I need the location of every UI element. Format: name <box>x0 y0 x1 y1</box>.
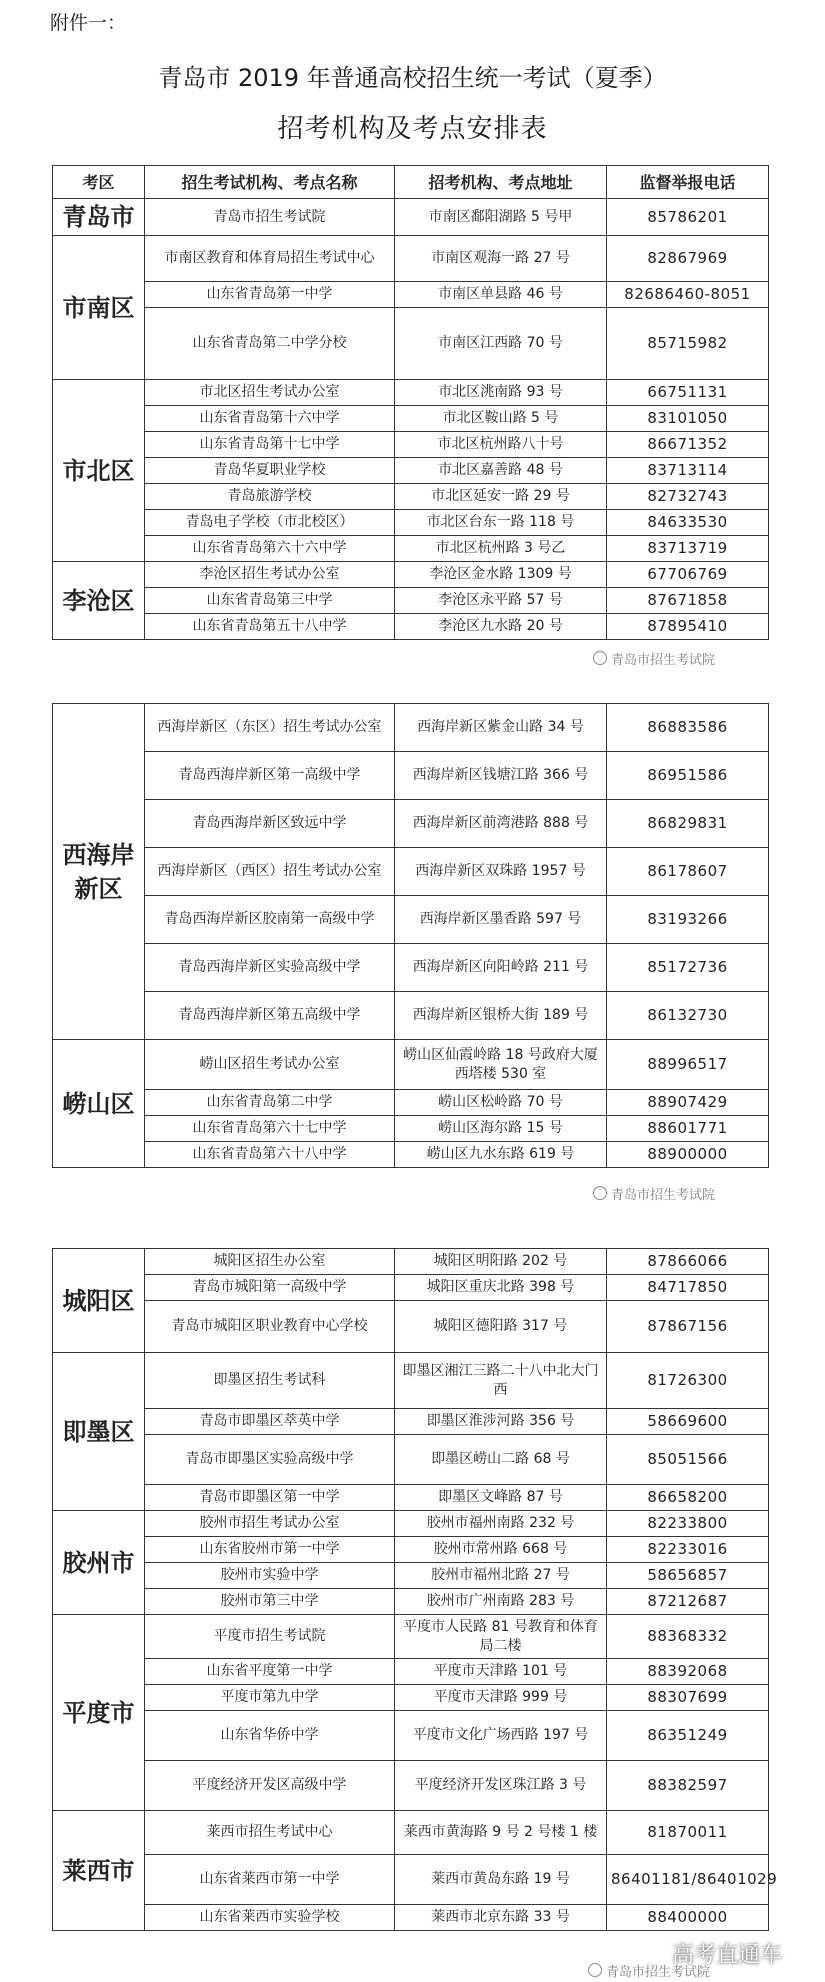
institution-cell: 平度市第九中学 <box>145 1685 395 1711</box>
phone-cell: 66751131 <box>607 380 769 406</box>
phone-cell: 86951586 <box>607 752 769 800</box>
table-row <box>53 800 769 848</box>
phone-cell: 88392068 <box>607 1659 769 1685</box>
phone-cell: 88400000 <box>607 1905 769 1931</box>
table-row <box>53 380 769 406</box>
table-row <box>53 432 769 458</box>
phone-cell: 82867969 <box>607 236 769 282</box>
district-cell: 城阳区 <box>53 1249 145 1353</box>
institution-cell: 山东省胶州市第一中学 <box>145 1537 395 1563</box>
table-row <box>53 1275 769 1301</box>
address-cell: 市北区延安一路 29 号 <box>395 484 607 510</box>
address-cell: 即墨区淮涉河路 356 号 <box>395 1409 607 1435</box>
table-row <box>53 510 769 536</box>
table-row <box>53 1090 769 1116</box>
address-cell: 城阳区德阳路 317 号 <box>395 1301 607 1353</box>
table-row <box>53 484 769 510</box>
schedule-table-part1 <box>52 165 769 640</box>
wechat-icon <box>593 1186 607 1200</box>
institution-cell: 平度经济开发区高级中学 <box>145 1761 395 1811</box>
phone-cell: 81870011 <box>607 1811 769 1855</box>
address-cell: 市北区嘉善路 48 号 <box>395 458 607 484</box>
address-cell: 李沧区金水路 1309 号 <box>395 562 607 588</box>
header-institution: 招生考试机构、考点名称 <box>145 166 395 199</box>
institution-cell: 山东省青岛第五十八中学 <box>145 614 395 640</box>
address-cell: 崂山区仙霞岭路 18 号政府大厦西塔楼 530 室 <box>395 1040 607 1090</box>
table-row <box>53 1116 769 1142</box>
address-cell: 平度市文化广场西路 197 号 <box>395 1711 607 1761</box>
page-subtitle: 招考机构及考点安排表 <box>277 114 548 144</box>
institution-cell: 胶州市实验中学 <box>145 1563 395 1589</box>
district-cell: 青岛市 <box>53 199 145 236</box>
institution-cell: 西海岸新区（西区）招生考试办公室 <box>145 848 395 896</box>
phone-cell: 86178607 <box>607 848 769 896</box>
address-cell: 西海岸新区前湾港路 888 号 <box>395 800 607 848</box>
table-row <box>53 282 769 308</box>
address-cell: 崂山区海尔路 15 号 <box>395 1116 607 1142</box>
table-row <box>53 1711 769 1761</box>
phone-cell: 81726300 <box>607 1353 769 1409</box>
address-cell: 胶州市常州路 668 号 <box>395 1537 607 1563</box>
address-cell: 市南区江西路 70 号 <box>395 308 607 380</box>
institution-cell: 青岛市城阳区职业教育中心学校 <box>145 1301 395 1353</box>
phone-cell: 86401181/86401029 <box>607 1855 769 1905</box>
table-row <box>53 614 769 640</box>
table-row <box>53 1685 769 1711</box>
address-cell: 西海岸新区紫金山路 34 号 <box>395 704 607 752</box>
phone-cell: 85051566 <box>607 1435 769 1485</box>
address-cell: 崂山区松岭路 70 号 <box>395 1090 607 1116</box>
district-cell: 胶州市 <box>53 1511 145 1615</box>
watermark-text: 青岛市招生考试院 <box>611 653 716 668</box>
institution-cell: 山东省青岛第六十七中学 <box>145 1116 395 1142</box>
table-header-row <box>53 166 769 199</box>
address-cell: 市北区鞍山路 5 号 <box>395 406 607 432</box>
phone-cell: 86671352 <box>607 432 769 458</box>
table-row <box>53 1435 769 1485</box>
institution-cell: 山东省青岛第二中学 <box>145 1090 395 1116</box>
address-cell: 莱西市黄海路 9 号 2 号楼 1 楼 <box>395 1811 607 1855</box>
institution-cell: 青岛市城阳第一高级中学 <box>145 1275 395 1301</box>
institution-cell: 西海岸新区（东区）招生考试办公室 <box>145 704 395 752</box>
phone-cell: 88900000 <box>607 1142 769 1168</box>
district-cell: 莱西市 <box>53 1811 145 1931</box>
table-row <box>53 848 769 896</box>
institution-cell: 青岛西海岸新区实验高级中学 <box>145 944 395 992</box>
phone-cell: 82732743 <box>607 484 769 510</box>
institution-cell: 青岛电子学校（市北校区） <box>145 510 395 536</box>
district-cell: 西海岸新区 <box>53 704 145 1040</box>
address-cell: 即墨区崂山二路 68 号 <box>395 1435 607 1485</box>
institution-cell: 青岛华夏职业学校 <box>145 458 395 484</box>
institution-cell: 青岛市即墨区实验高级中学 <box>145 1435 395 1485</box>
wechat-icon <box>588 1963 602 1977</box>
address-cell: 胶州市福州北路 27 号 <box>395 1563 607 1589</box>
institution-cell: 青岛旅游学校 <box>145 484 395 510</box>
district-cell: 崂山区 <box>53 1040 145 1168</box>
table-row <box>53 1855 769 1905</box>
table-row <box>53 1761 769 1811</box>
phone-cell: 83101050 <box>607 406 769 432</box>
address-cell: 市北区台东一路 118 号 <box>395 510 607 536</box>
institution-cell: 青岛西海岸新区胶南第一高级中学 <box>145 896 395 944</box>
phone-cell: 84633530 <box>607 510 769 536</box>
institution-cell: 山东省青岛第十七中学 <box>145 432 395 458</box>
address-cell: 西海岸新区双珠路 1957 号 <box>395 848 607 896</box>
header-phone: 监督举报电话 <box>607 166 769 199</box>
phone-cell: 82233016 <box>607 1537 769 1563</box>
address-cell: 市北区洮南路 93 号 <box>395 380 607 406</box>
address-cell: 平度市天津路 101 号 <box>395 1659 607 1685</box>
institution-cell: 市南区教育和体育局招生考试中心 <box>145 236 395 282</box>
institution-cell: 山东省青岛第三中学 <box>145 588 395 614</box>
institution-cell: 城阳区招生办公室 <box>145 1249 395 1275</box>
address-cell: 西海岸新区钱塘江路 366 号 <box>395 752 607 800</box>
phone-cell: 86351249 <box>607 1711 769 1761</box>
table-row <box>53 1142 769 1168</box>
phone-cell: 82686460-8051 <box>607 282 769 308</box>
table-row <box>53 1563 769 1589</box>
table-row <box>53 1589 769 1615</box>
institution-cell: 即墨区招生考试科 <box>145 1353 395 1409</box>
district-cell: 即墨区 <box>53 1353 145 1511</box>
address-cell: 平度经济开发区珠江路 3 号 <box>395 1761 607 1811</box>
table-row <box>53 562 769 588</box>
schedule-table-part3 <box>52 1248 778 1931</box>
table-row <box>53 1511 769 1537</box>
phone-cell: 86132730 <box>607 992 769 1040</box>
institution-cell: 平度市招生考试院 <box>145 1615 395 1659</box>
wechat-icon <box>593 651 607 665</box>
phone-cell: 84717850 <box>607 1275 769 1301</box>
phone-cell: 88368332 <box>607 1615 769 1659</box>
phone-cell: 87867156 <box>607 1301 769 1353</box>
phone-cell: 58669600 <box>607 1409 769 1435</box>
address-cell: 李沧区永平路 57 号 <box>395 588 607 614</box>
table-row <box>53 236 769 282</box>
table-row <box>53 536 769 562</box>
address-cell: 西海岸新区银桥大街 189 号 <box>395 992 607 1040</box>
phone-cell: 87895410 <box>607 614 769 640</box>
table-row <box>53 199 769 236</box>
phone-cell: 85786201 <box>607 199 769 236</box>
institution-cell: 山东省华侨中学 <box>145 1711 395 1761</box>
address-cell: 城阳区明阳路 202 号 <box>395 1249 607 1275</box>
phone-cell: 83713719 <box>607 536 769 562</box>
watermark <box>590 648 718 669</box>
table-row <box>53 1905 769 1931</box>
phone-cell: 67706769 <box>607 562 769 588</box>
institution-cell: 莱西市招生考试中心 <box>145 1811 395 1855</box>
address-cell: 市南区单县路 46 号 <box>395 282 607 308</box>
phone-cell: 88996517 <box>607 1040 769 1090</box>
phone-cell: 86883586 <box>607 704 769 752</box>
institution-cell: 市北区招生考试办公室 <box>145 380 395 406</box>
table-row <box>53 992 769 1040</box>
phone-cell: 88307699 <box>607 1685 769 1711</box>
phone-cell: 58656857 <box>607 1563 769 1589</box>
institution-cell: 李沧区招生考试办公室 <box>145 562 395 588</box>
address-cell: 胶州市广州南路 283 号 <box>395 1589 607 1615</box>
address-cell: 莱西市黄岛东路 19 号 <box>395 1855 607 1905</box>
watermark <box>590 1183 718 1204</box>
address-cell: 市南区鄱阳湖路 5 号甲 <box>395 199 607 236</box>
institution-cell: 山东省莱西市实验学校 <box>145 1905 395 1931</box>
table-row <box>53 896 769 944</box>
table-row <box>53 944 769 992</box>
watermark-text: 青岛市招生考试院 <box>606 1965 711 1980</box>
institution-cell: 胶州市招生考试办公室 <box>145 1511 395 1537</box>
institution-cell: 青岛西海岸新区第一高级中学 <box>145 752 395 800</box>
table-row <box>53 406 769 432</box>
district-cell: 平度市 <box>53 1615 145 1811</box>
phone-cell: 86658200 <box>607 1485 769 1511</box>
phone-cell: 82233800 <box>607 1511 769 1537</box>
header-district: 考区 <box>53 166 145 199</box>
table-row <box>53 1353 769 1409</box>
address-cell: 崂山区九水东路 619 号 <box>395 1142 607 1168</box>
schedule-table-part2 <box>52 703 769 1168</box>
table-row <box>53 1615 769 1659</box>
table-row <box>53 308 769 380</box>
address-cell: 李沧区九水路 20 号 <box>395 614 607 640</box>
institution-cell: 崂山区招生考试办公室 <box>145 1040 395 1090</box>
institution-cell: 山东省平度第一中学 <box>145 1659 395 1685</box>
watermark-text: 青岛市招生考试院 <box>611 1188 716 1203</box>
table-row <box>53 1040 769 1090</box>
phone-cell: 83193266 <box>607 896 769 944</box>
institution-cell: 胶州市第三中学 <box>145 1589 395 1615</box>
table-row <box>53 1301 769 1353</box>
phone-cell: 88601771 <box>607 1116 769 1142</box>
phone-cell: 88907429 <box>607 1090 769 1116</box>
institution-cell: 青岛西海岸新区致远中学 <box>145 800 395 848</box>
address-cell: 市北区杭州路八十号 <box>395 432 607 458</box>
address-cell: 市南区观海一路 27 号 <box>395 236 607 282</box>
address-cell: 市北区杭州路 3 号乙 <box>395 536 607 562</box>
table-row <box>53 704 769 752</box>
address-cell: 西海岸新区向阳岭路 211 号 <box>395 944 607 992</box>
phone-cell: 86829831 <box>607 800 769 848</box>
district-cell: 市北区 <box>53 380 145 562</box>
table-row <box>53 1537 769 1563</box>
address-cell: 城阳区重庆北路 398 号 <box>395 1275 607 1301</box>
address-cell: 西海岸新区墨香路 597 号 <box>395 896 607 944</box>
phone-cell: 85172736 <box>607 944 769 992</box>
table-row <box>53 752 769 800</box>
table-row <box>53 1409 769 1435</box>
institution-cell: 山东省青岛第二中学分校 <box>145 308 395 380</box>
institution-cell: 山东省青岛第十六中学 <box>145 406 395 432</box>
phone-cell: 87671858 <box>607 588 769 614</box>
phone-cell: 88382597 <box>607 1761 769 1811</box>
district-cell: 市南区 <box>53 236 145 380</box>
address-cell: 莱西市北京东路 33 号 <box>395 1905 607 1931</box>
address-cell: 即墨区文峰路 87 号 <box>395 1485 607 1511</box>
table-row <box>53 1249 769 1275</box>
phone-cell: 87866066 <box>607 1249 769 1275</box>
table-row <box>53 588 769 614</box>
table-row <box>53 1659 769 1685</box>
table-row <box>53 458 769 484</box>
district-cell: 李沧区 <box>53 562 145 640</box>
address-cell: 胶州市福州南路 232 号 <box>395 1511 607 1537</box>
institution-cell: 山东省青岛第六十六中学 <box>145 536 395 562</box>
institution-cell: 青岛市即墨区第一中学 <box>145 1485 395 1511</box>
institution-cell: 山东省莱西市第一中学 <box>145 1855 395 1905</box>
annex-label: 附件一： <box>50 12 127 34</box>
institution-cell: 青岛西海岸新区第五高级中学 <box>145 992 395 1040</box>
address-cell: 平度市天津路 999 号 <box>395 1685 607 1711</box>
address-cell: 平度市人民路 81 号教育和体育局二楼 <box>395 1615 607 1659</box>
header-address: 招考机构、考点地址 <box>395 166 607 199</box>
brand-label: 高考直通车 <box>672 1943 783 1968</box>
table-row <box>53 1485 769 1511</box>
table-row <box>53 1811 769 1855</box>
institution-cell: 青岛市招生考试院 <box>145 199 395 236</box>
phone-cell: 85715982 <box>607 308 769 380</box>
institution-cell: 山东省青岛第一中学 <box>145 282 395 308</box>
institution-cell: 山东省青岛第六十八中学 <box>145 1142 395 1168</box>
phone-cell: 83713114 <box>607 458 769 484</box>
page-title: 青岛市 2019 年普通高校招生统一考试（夏季） <box>158 64 667 92</box>
institution-cell: 青岛市即墨区萃英中学 <box>145 1409 395 1435</box>
address-cell: 即墨区湘江三路二十八中北大门西 <box>395 1353 607 1409</box>
phone-cell: 87212687 <box>607 1589 769 1615</box>
